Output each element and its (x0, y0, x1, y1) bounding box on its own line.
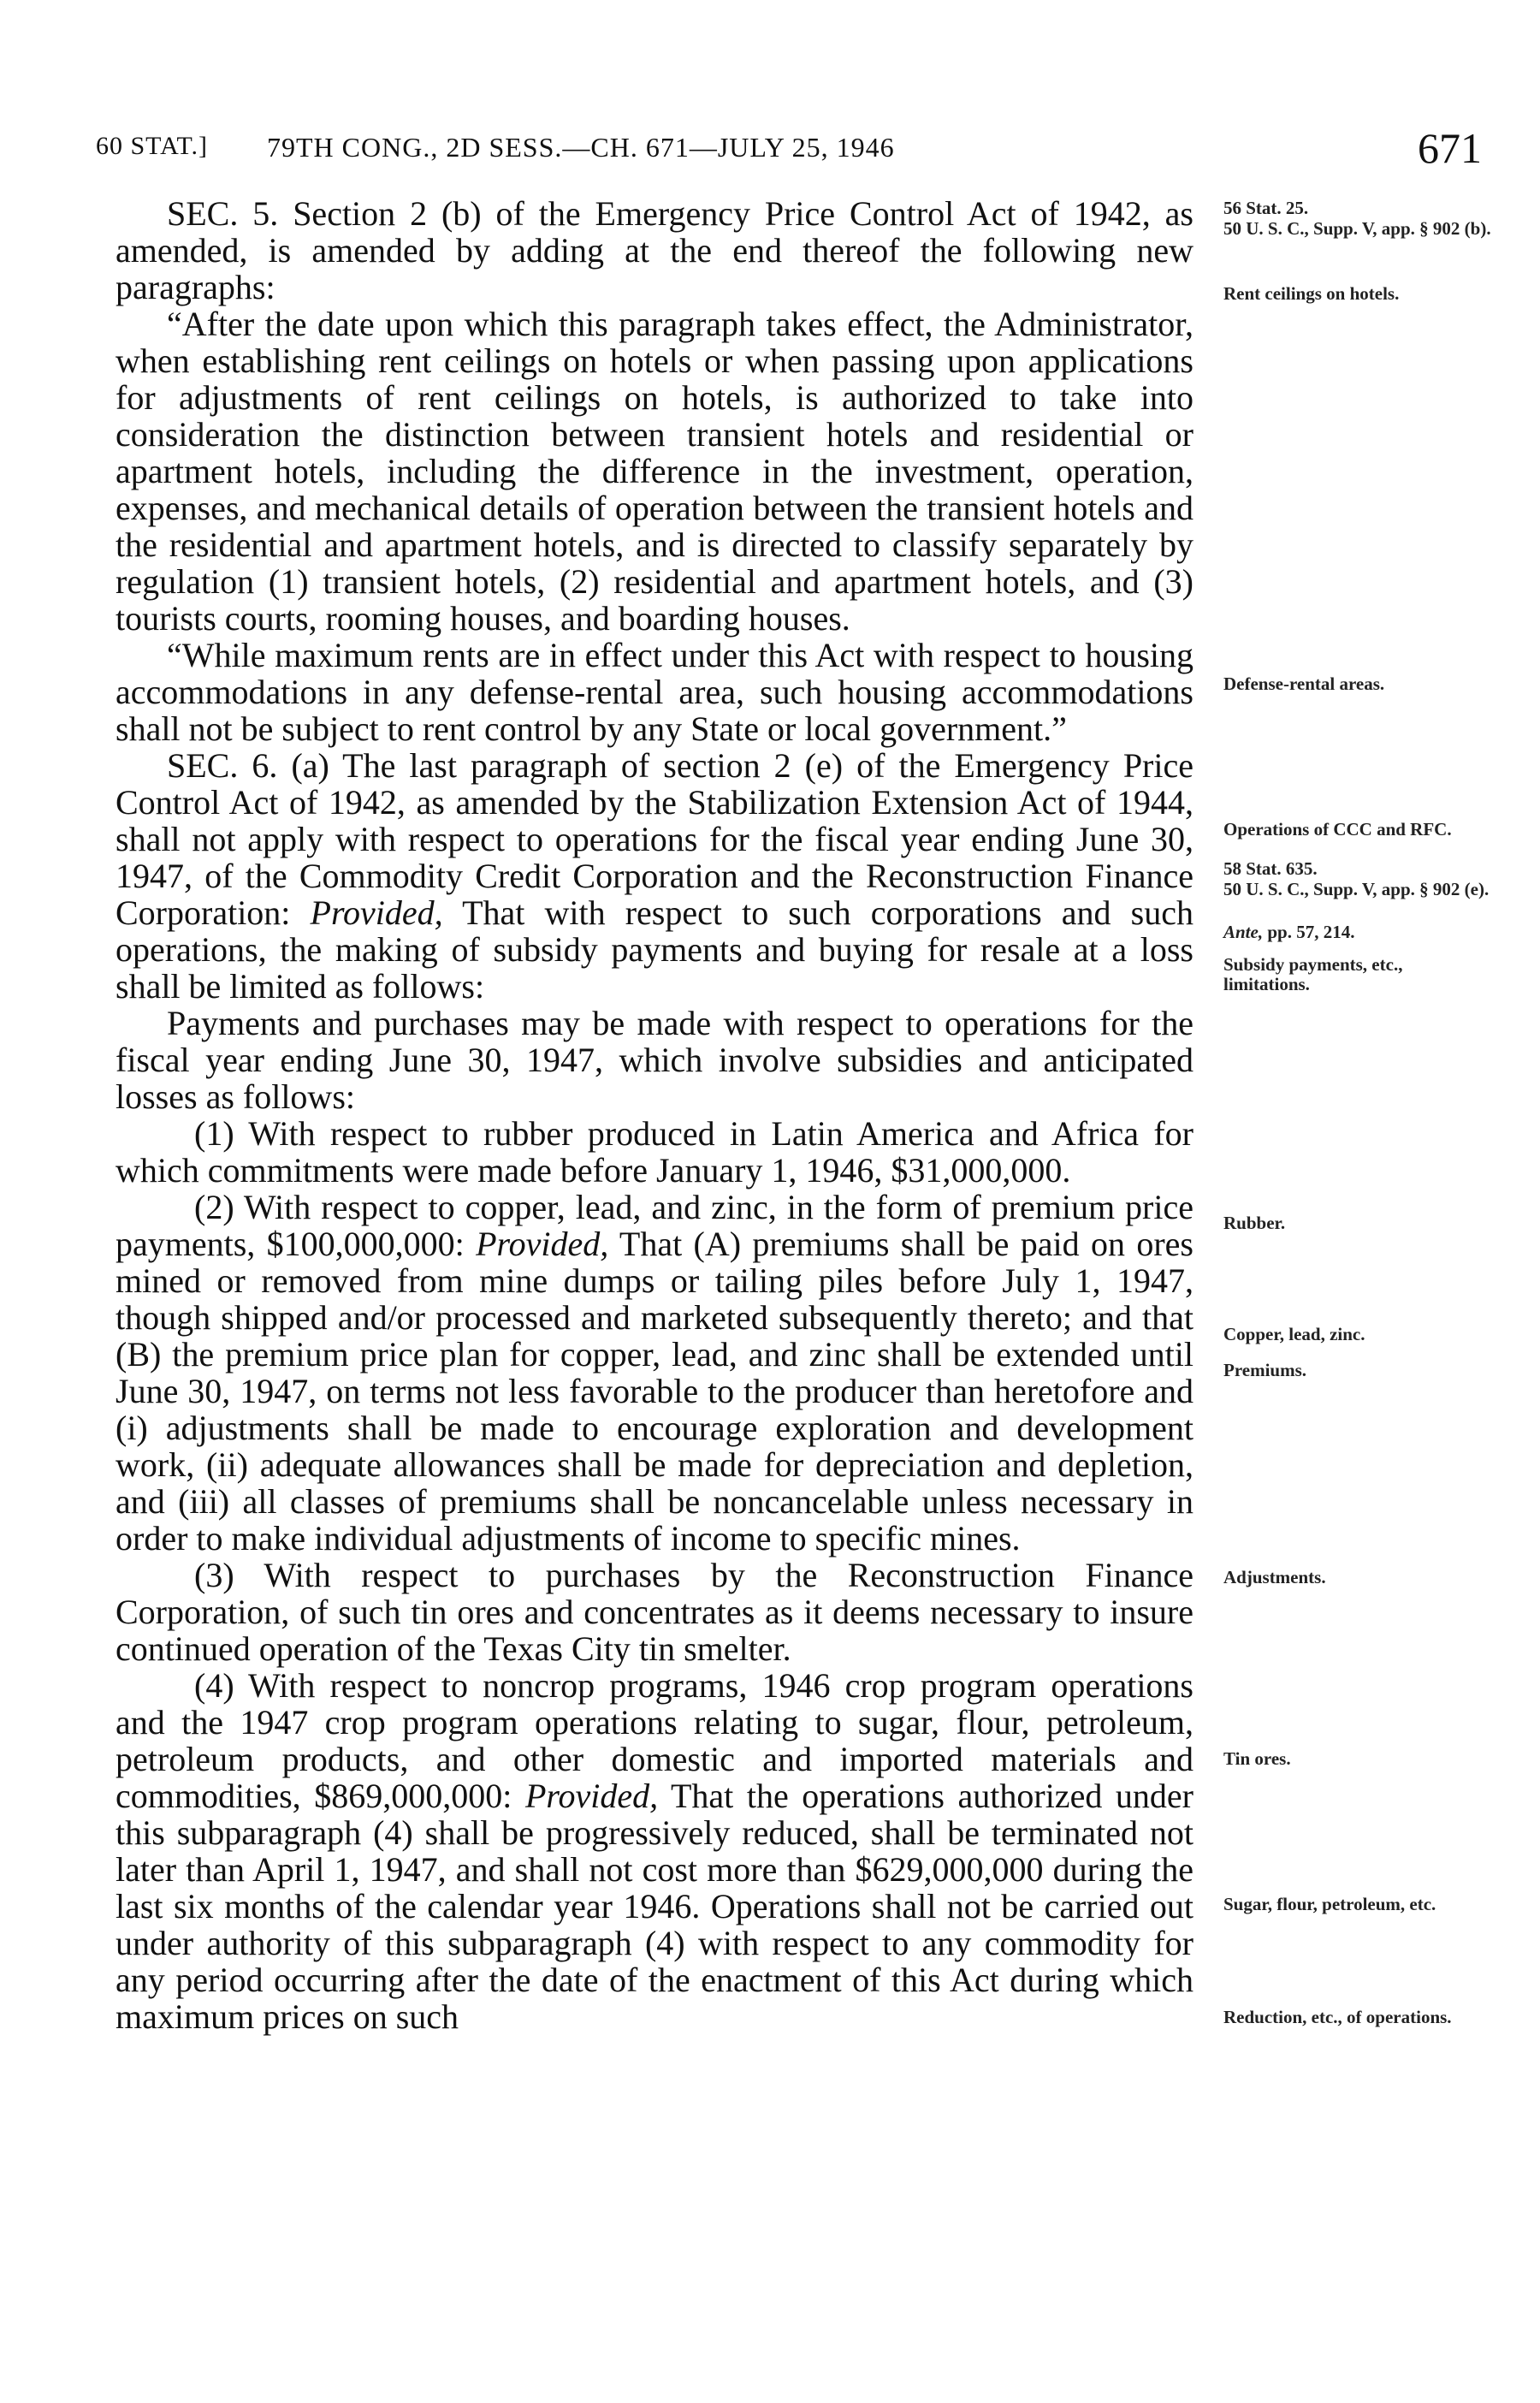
margin-note-usc: 50 U. S. C., Supp. V, app. § 902 (b). (1223, 218, 1491, 239)
page-header (96, 124, 1482, 180)
margin-note-sugar: Sugar, flour, petroleum, etc. (1223, 1894, 1436, 1914)
margin-note-premiums: Premiums. (1223, 1360, 1307, 1380)
margin-note-ccc-rfc: Operations of CCC and RFC. (1223, 819, 1452, 840)
section-6-paragraph: SEC. 6. (a) The last paragraph of section 2 (e) of the Emergency Price Control Act of 1942, as amended by the Stabilization Extension Act of 1944, shall not apply with respect to operations for the fiscal year ending June 30, 1947, of the Commodity Credit Corporation and the Reconstruction Finance Corporation: Provided, That with respect to such corporations and such operations, the making of subsidy payments and buying for resale at a loss shall be limited as follows: (116, 746, 1194, 1006)
margin-note-copper: Copper, lead, zinc. (1223, 1324, 1365, 1344)
stat-reference: 60 STAT.] (96, 132, 209, 160)
margin-note-reduction: Reduction, etc., of operations. (1223, 2007, 1452, 2027)
section-label: SEC. 5. (167, 194, 279, 233)
tin-subparagraph: (3) With respect to purchases by the Reconstruction Finance Corporation, of such tin ores and concentrates as it deems necessary to insure continued operation of the Texas City tin smelter. (116, 1556, 1194, 1668)
margin-note-subsidy: Subsidy payments, etc., limitations. (1223, 954, 1403, 994)
margin-note-rent-ceilings: Rent ceilings on hotels. (1223, 283, 1400, 304)
page-number: 671 (1418, 124, 1482, 172)
defense-rental-paragraph: “While maximum rents are in effect under this Act with respect to housing accommodations in any defense-rental area, such housing accommodations shall not be subject to rent control by any State or local government.” (116, 636, 1194, 748)
noncrop-subparagraph: (4) With respect to noncrop programs, 1946 crop program operations and the 1947 crop program operations relating to sugar, flour, petroleum, petroleum products, and other domestic and imported materials and commodities, $869,000,000: Provided, That the operations authorized under this subparagraph (4) shall be progressively reduced, shall be terminated not later than April 1, 1947, and shall not cost more than $629,000,000 during the last six months of the calendar year 1946. Operations shall not be carried out under authority of this subparagraph (4) with respect to any commodity for any period occurring after the date of the enactment of this Act during which maximum prices on such (116, 1666, 1194, 2036)
margin-note-usc-e: 50 U. S. C., Supp. V, app. § 902 (e). (1223, 879, 1490, 899)
margin-note-stat-635: 58 Stat. 635. (1223, 858, 1318, 879)
statute-text (116, 195, 1194, 2035)
rubber-subparagraph: (1) With respect to rubber produced in Latin America and Africa for which commitments were made before January 1, 1946, $31,000,000. (116, 1114, 1194, 1190)
hotel-rent-paragraph: “After the date upon which this paragraph takes effect, the Administrator, when establishing rent ceilings on hotels or when passing upon applications for adjustments of rent ceilings on hotels, is authorized to take into consideration the distinction between transient hotels and residential or apartment hotels, including the difference in the investment, operation, expenses, and mechanical details of operation between the transient hotels and the residential and apartment hotels, and is directed to classify separately by regulation (1) transient hotels, (2) residential and apartment hotels, and (3) tourists courts, rooming houses, and boarding houses. (116, 305, 1194, 638)
copper-subparagraph: (2) With respect to copper, lead, and zinc, in the form of premium price payments, $100,000,000: Provided, That (A) premiums shall be paid on ores mined or removed from mine dumps or tailing piles before July 1, 1947, though shipped and/or processed and marketed subsequently thereto; and that (B) the premium price plan for copper, lead, and zinc shall be extended until June 30, 1947, on terms not less favorable to the producer than heretofore and (i) adjustments shall be made to encourage exploration and development work, (ii) adequate allowances shall be made for depreciation and depletion, and (iii) all classes of premiums shall be noncancelable unless necessary in order to make individual adjustments of income to specific mines. (116, 1188, 1194, 1558)
margin-note-tin: Tin ores. (1223, 1748, 1291, 1769)
section-5-paragraph: SEC. 5. Section 2 (b) of the Emergency Price Control Act of 1942, as amended, is amended by adding at the end thereof the following new paragraphs: (116, 194, 1194, 306)
margin-note-adjustments: Adjustments. (1223, 1567, 1326, 1587)
margin-note-ante: Ante, pp. 57, 214. (1223, 922, 1355, 942)
margin-note-defense-rental: Defense-rental areas. (1223, 673, 1385, 694)
payments-paragraph: Payments and purchases may be made with respect to operations for the fiscal year ending June 30, 1947, which involve subsidies and anticipated losses as follows: (116, 1004, 1194, 1116)
congress-session-line: 79TH CONG., 2D SESS.—CH. 671—JULY 25, 1946 (267, 132, 895, 163)
margin-note-stat: 56 Stat. 25. (1223, 198, 1309, 218)
margin-note-rubber: Rubber. (1223, 1213, 1286, 1233)
section-label: SEC. 6. (167, 746, 278, 785)
